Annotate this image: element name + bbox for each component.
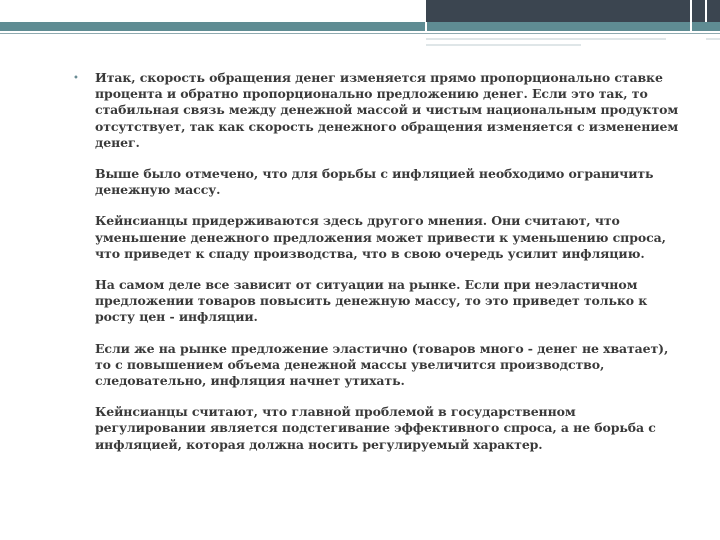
header-separator [690, 0, 692, 22]
header-accent-line [426, 38, 666, 40]
paragraph-5: Если же на рынке предложение эластично (товаров много - денег не хватает), то с повышением объема денежной массы увеличится производство, следовательно, инфляция начнет утихать. [95, 340, 669, 389]
paragraph-6: Кейнсианцы считают, что главной проблемой в государственном регулировании является подстегивание эффективного спроса, а не борьба с инфляцией, которая должна носить регулируемый характер. [95, 404, 656, 452]
header-accent-line [426, 44, 581, 46]
header-teal-stripe [0, 22, 720, 31]
paragraph-2: Выше было отмечено, что для борьбы с инфляцией необходимо ограничить денежную массу. [95, 166, 654, 198]
paragraph-4: На самом деле все зависит от ситуации на рынке. Если при неэластичном предложении товаров повысить денежную массу, то это приведет только к росту цен - инфляции. [95, 277, 648, 325]
header-separator [705, 0, 707, 22]
slide-body [73, 70, 685, 468]
paragraph-3: Кейнсианцы придерживаются здесь другого мнения. Они считают, что уменьшение денежного предложения может привести к уменьшению спроса, что приведет к спаду производства, что в свою очередь усилит инфляцию. [95, 213, 666, 261]
paragraph-1: Итак, скорость обращения денег изменяется прямо пропорционально ставке процента и обратно пропорционально предложению денег. Если это так, то стабильная связь между денежной массой и чистым национальным продуктом отсутствует, так как скорость денежного обращения изменяется с изменением денег. [95, 70, 679, 150]
header-accent-line [706, 38, 720, 40]
header-dark-block [426, 0, 720, 22]
header-thin-line [0, 33, 720, 34]
bullet-icon: • [73, 73, 79, 84]
